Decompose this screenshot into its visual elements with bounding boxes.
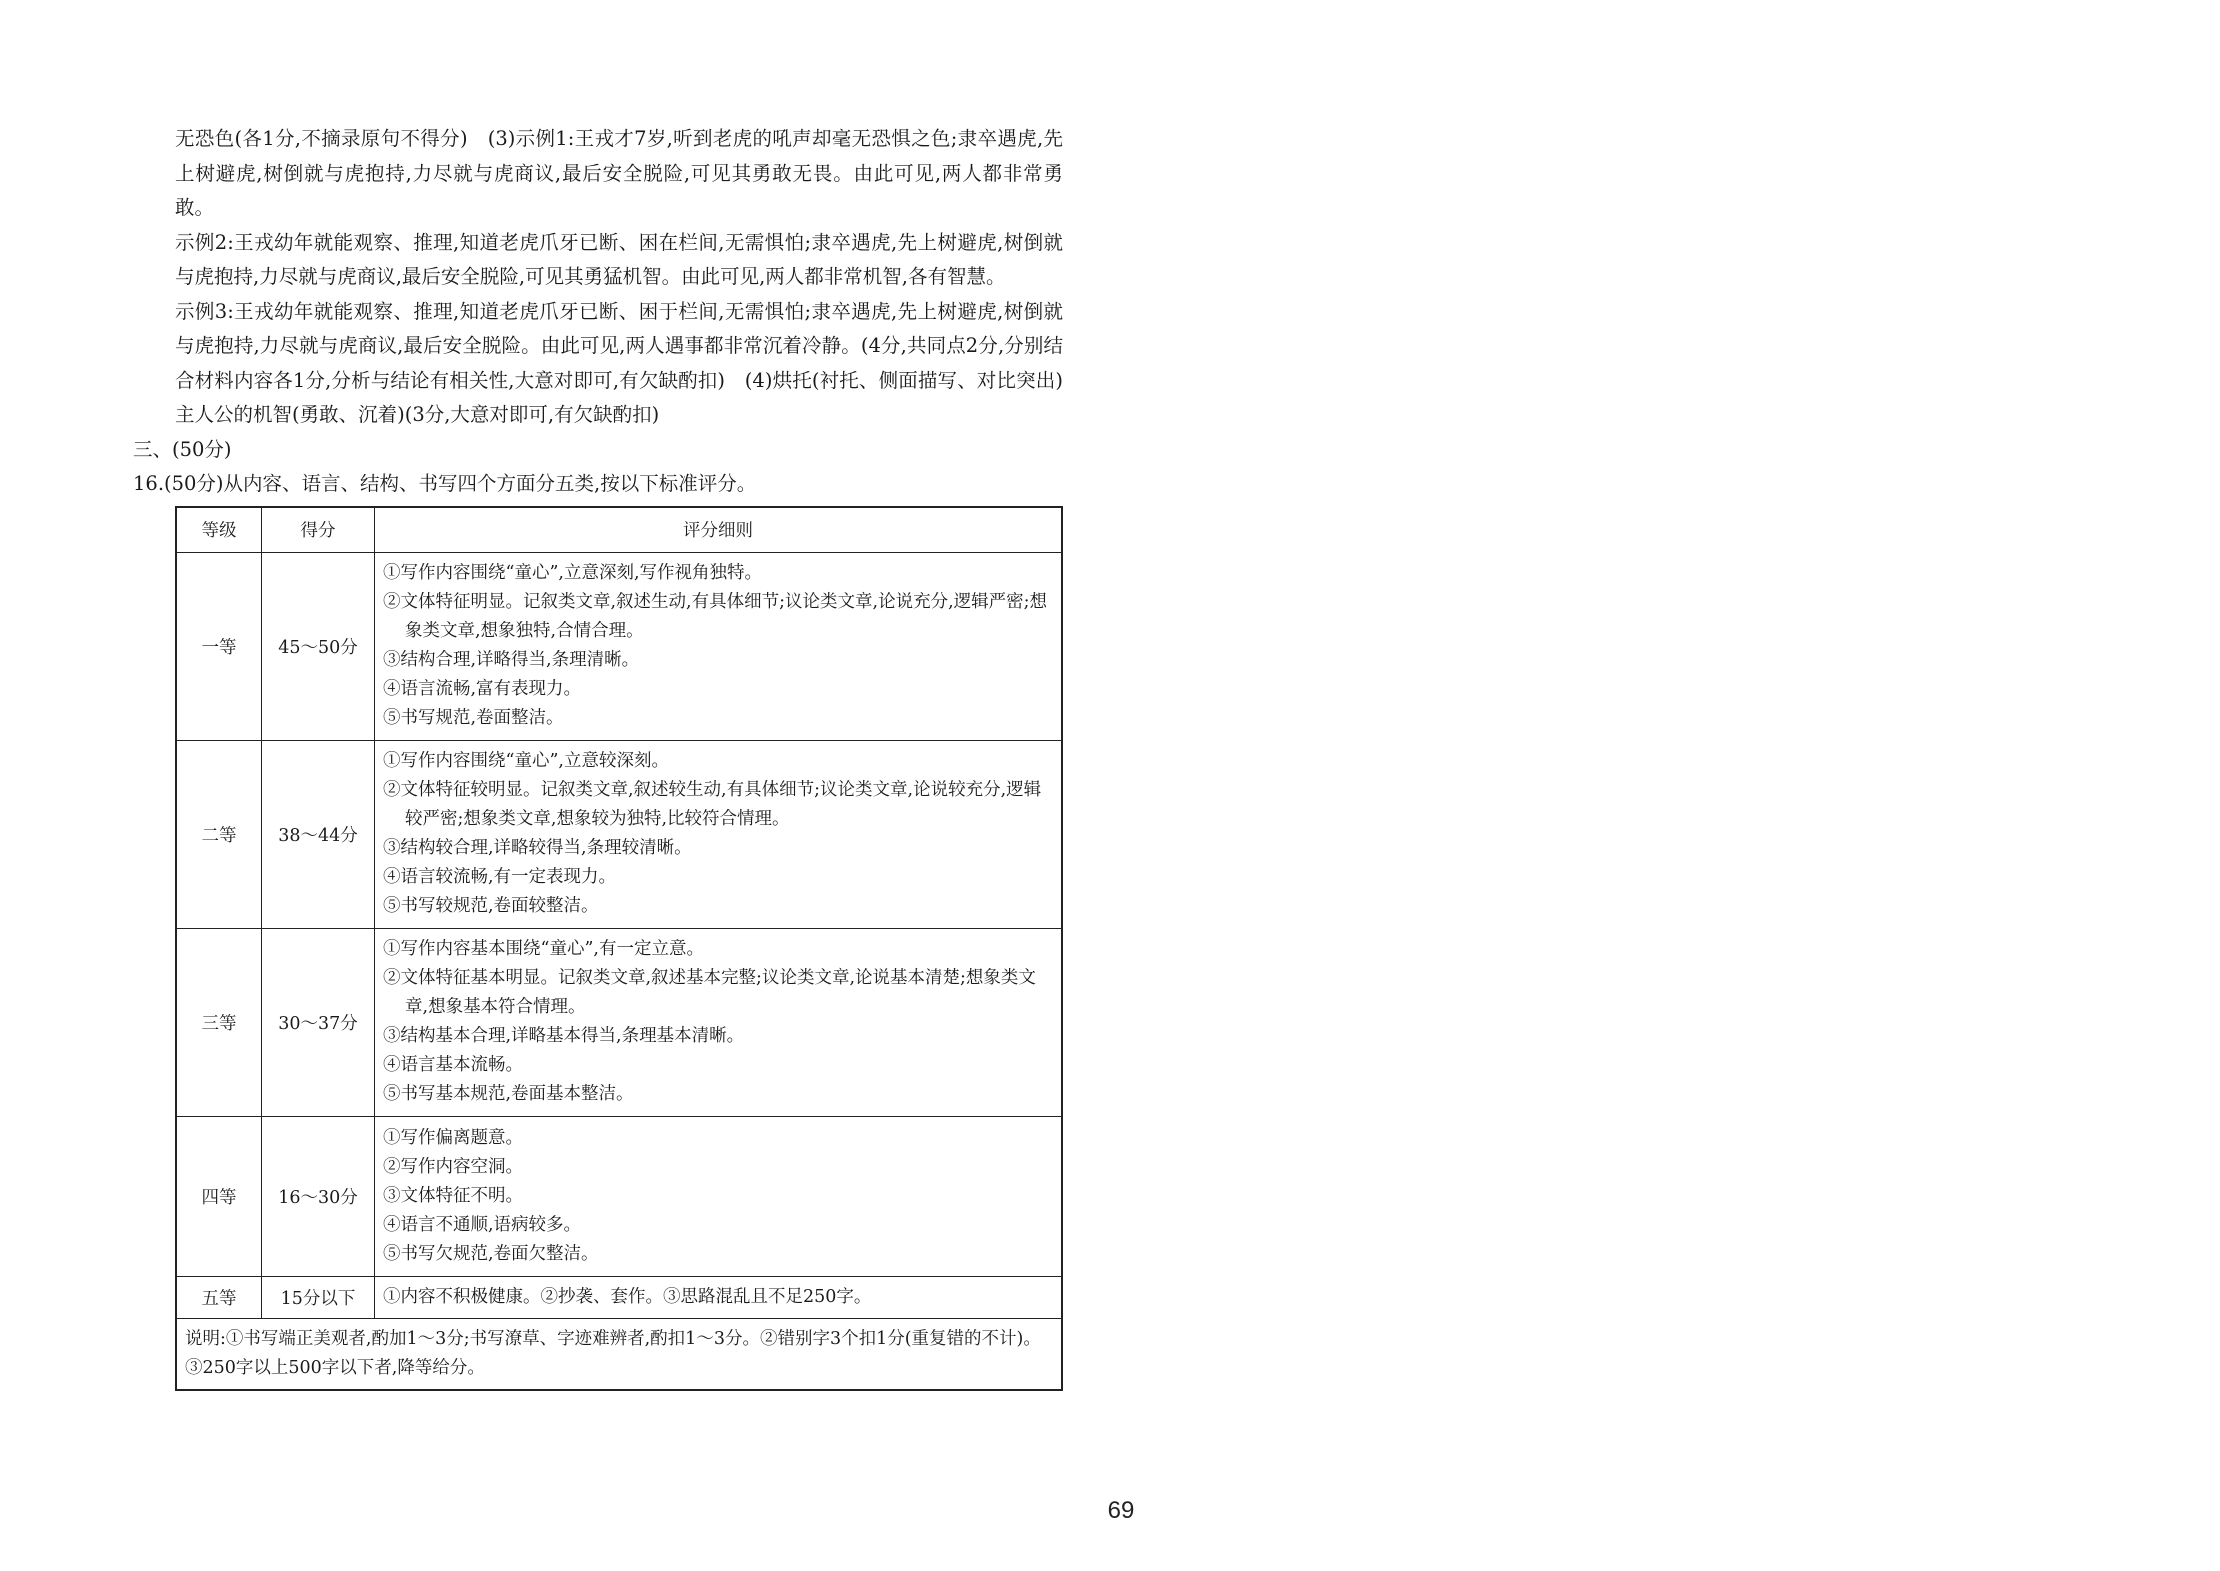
criteria-cell [375,928,1063,1116]
score-cell: 45～50分 [262,552,375,740]
criteria-item: ④语言较流畅,有一定表现力。 [383,867,617,887]
criteria-item: ①写作偏离题意。 [383,1127,523,1148]
table-header-row [176,507,1062,553]
score-cell: 30～37分 [262,928,375,1116]
table-note-row [176,1318,1062,1390]
criteria-item: ③结构基本合理,详略基本得当,条理基本清晰。 [383,1026,745,1046]
answer-paragraph-1: 无恐色(各1分,不摘录原句不得分) (3)示例1:王戎才7岁,听到老虎的吼声却毫无恐惧之色;隶卒遇虎,先上树避虎,树倒就与虎抱持,力尽就与虎商议,最后安全脱险,可见其勇敢无畏。由此可见,两人都非常勇敢。 [175,127,1063,219]
scoring-rubric-table [175,506,1063,1391]
grade-cell: 三等 [176,928,262,1116]
score-cell: 15分以下 [262,1276,375,1318]
answer-column [133,122,1063,1391]
criteria-item: ②文体特征基本明显。记叙类文章,叙述基本完整;议论类文章,论说基本清楚;想象类文章,想象基本符合情理。 [383,968,1036,1017]
criteria-item: ⑤书写规范,卷面整洁。 [383,708,564,728]
table-note: 说明:①书写端正美观者,酌加1～3分;书写潦草、字迹难辨者,酌扣1～3分。②错别字3个扣1分(重复错的不计)。③250字以上500字以下者,降等给分。 [176,1318,1062,1390]
criteria-cell [375,1116,1063,1276]
criteria-item: ⑤书写欠规范,卷面欠整洁。 [383,1243,599,1264]
criteria-item: ④语言基本流畅。 [383,1055,523,1075]
criteria-item: ③结构合理,详略得当,条理清晰。 [383,650,640,670]
header-criteria: 评分细则 [375,507,1063,553]
table-row [176,552,1062,740]
criteria-item: ③文体特征不明。 [383,1185,523,1206]
criteria-item: ②写作内容空洞。 [383,1156,523,1177]
criteria-item: ②文体特征较明显。记叙类文章,叙述较生动,有具体细节;议论类文章,论说较充分,逻辑较严密;想象类文章,想象较为独特,比较符合情理。 [383,780,1042,829]
criteria-item: ①写作内容围绕“童心”,立意较深刻。 [383,751,669,771]
page-number: 69 [1107,1497,1135,1524]
table-row [176,1116,1062,1276]
section-three-heading: 三、(50分) [133,437,232,461]
grade-cell: 一等 [176,552,262,740]
criteria-item: ⑤书写基本规范,卷面基本整洁。 [383,1084,634,1104]
header-score: 得分 [262,507,375,553]
criteria-item: ①写作内容基本围绕“童心”,有一定立意。 [383,939,704,959]
criteria-item: ⑤书写较规范,卷面较整洁。 [383,896,599,916]
grade-cell: 二等 [176,740,262,928]
criteria-item: ①内容不积极健康。②抄袭、套作。③思路混乱且不足250字。 [383,1286,872,1307]
criteria-item: ②文体特征明显。记叙类文章,叙述生动,有具体细节;议论类文章,论说充分,逻辑严密;想象类文章,想象独特,合情合理。 [383,592,1048,641]
answer-paragraph-2: 示例2:王戎幼年就能观察、推理,知道老虎爪牙已断、困在栏间,无需惧怕;隶卒遇虎,先上树避虎,树倒就与虎抱持,力尽就与虎商议,最后安全脱险,可见其勇猛机智。由此可见,两人都非常机智,各有智慧。 [175,230,1063,288]
score-cell: 16～30分 [262,1116,375,1276]
score-cell: 38～44分 [262,740,375,928]
criteria-item: ④语言流畅,富有表现力。 [383,679,582,699]
criteria-item: ③结构较合理,详略较得当,条理较清晰。 [383,838,692,858]
table-row [176,740,1062,928]
question-16-heading: 16.(50分)从内容、语言、结构、书写四个方面分五类,按以下标准评分。 [133,472,757,495]
grade-cell: 五等 [176,1276,262,1318]
table-row [176,928,1062,1116]
criteria-item: ①写作内容围绕“童心”,立意深刻,写作视角独特。 [383,563,763,583]
criteria-item: ④语言不通顺,语病较多。 [383,1214,582,1235]
criteria-cell [375,740,1063,928]
answer-paragraph-3: 示例3:王戎幼年就能观察、推理,知道老虎爪牙已断、困于栏间,无需惧怕;隶卒遇虎,先上树避虎,树倒就与虎抱持,力尽就与虎商议,最后安全脱险。由此可见,两人遇事都非常沉着冷静。(4分,共同点2分,分别结合材料内容各1分,分析与结论有相关性,大意对即可,有欠缺酌扣) (4)烘托(衬托、侧面描写、对比突出)主人公的机智(勇敢、沉着)(3分,大意对即可,有欠缺酌扣) [175,299,1063,426]
header-grade: 等级 [176,507,262,553]
criteria-cell [375,1276,1063,1318]
criteria-cell [375,552,1063,740]
grade-cell: 四等 [176,1116,262,1276]
table-row [176,1276,1062,1318]
